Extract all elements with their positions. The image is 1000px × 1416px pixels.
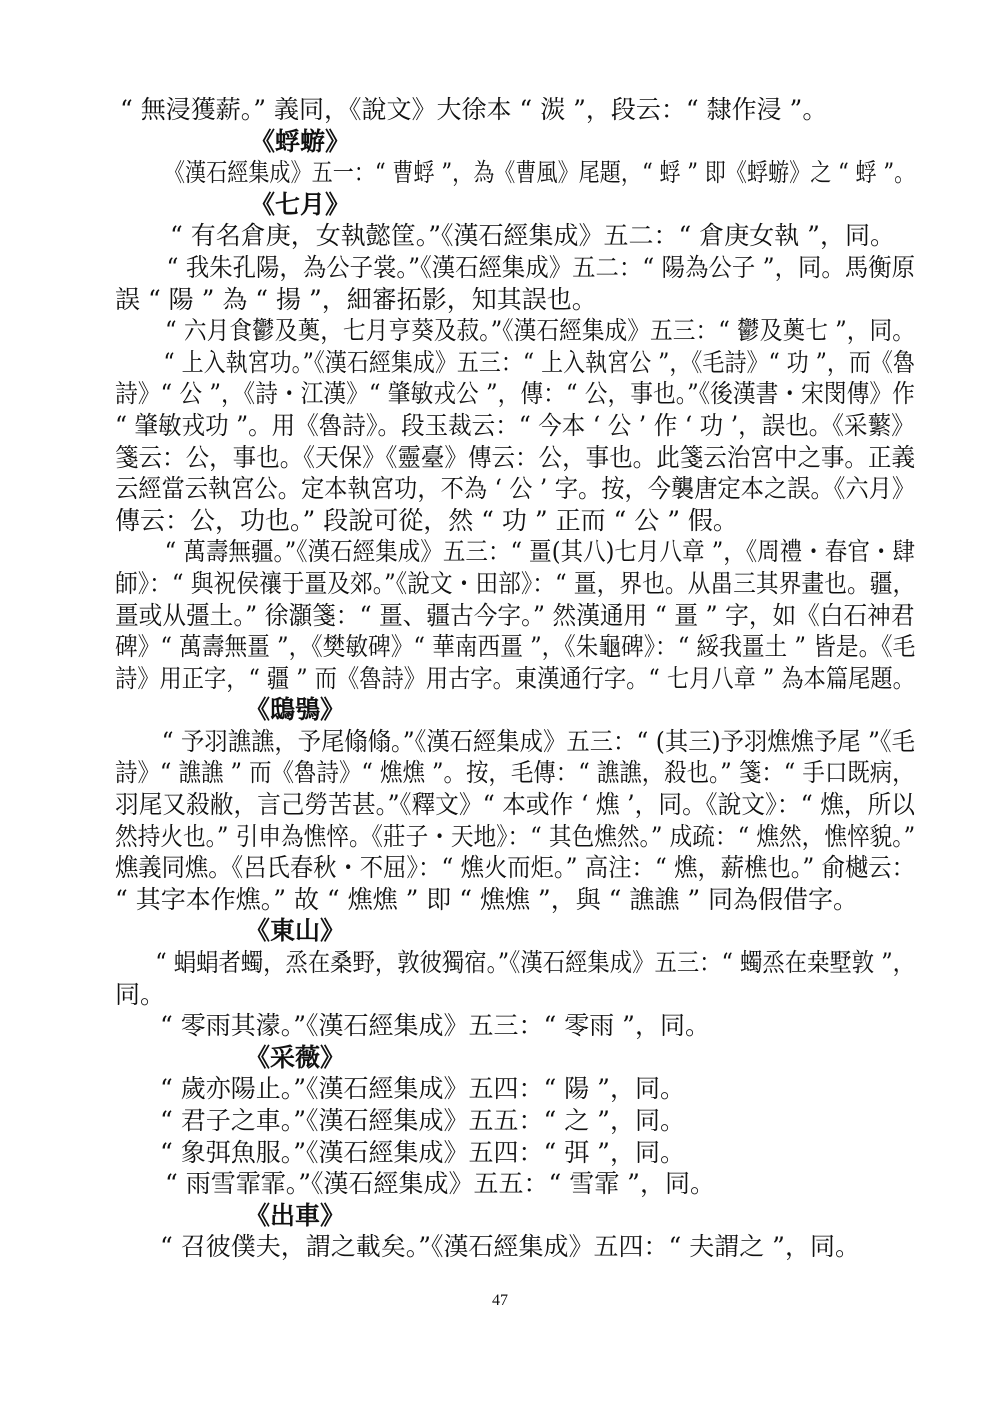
text-line: 《漢石經集成》五一：“ 曹蜉 ”，為《曹風》尾題，“ 蜉 ” 即《蜉蝣》之 “ 蜉 ”。 bbox=[163, 158, 916, 188]
text-line: “ 萬壽無疆。”《漢石經集成》五三：“ 畺(其八)七月八章 ”，《周禮・春官・肆 bbox=[164, 537, 915, 567]
section-heading: 《采薇》 bbox=[245, 1042, 346, 1072]
text-line: “ 有名倉庚，女執懿筐。”《漢石經集成》五二：“ 倉庚女執 ”，同。 bbox=[170, 221, 895, 251]
text-line: 燋義同燋。《呂氏春秋・不屈》：“ 燋火而炬。” 高注：“ 燋，薪樵也。” 俞樾云： bbox=[115, 853, 915, 883]
text-line: “ 我朱孔陽，為公子裳。”《漢石經集成》五二：“ 陽為公子 ”，同。馬衡原 bbox=[166, 252, 915, 282]
text-line: “ 君子之車。”《漢石經集成》五五：“ 之 ”，同。 bbox=[160, 1106, 685, 1135]
text-line: 碑》“ 萬壽無畺 ”，《樊敏碑》“ 華南西畺 ”，《朱龜碑》：“ 綏我畺土 ” 皆是。《毛 bbox=[115, 632, 916, 662]
text-line: “ 予羽譙譙，予尾翛翛。”《漢石經集成》五三：“ (其三)予羽燋燋予尾 ”《毛 bbox=[161, 726, 915, 756]
text-line: 畺或从彊土。” 徐灝箋：“ 畺、疆古今字。” 然漢通用 “ 畺 ” 字，如《白石神君 bbox=[115, 600, 915, 630]
section-heading: 《七月》 bbox=[250, 189, 351, 219]
body-text bbox=[115, 94, 915, 1263]
section-heading: 《出車》 bbox=[245, 1200, 346, 1230]
page-number: 47 bbox=[492, 1292, 508, 1309]
text-line: 詩》用正字，“ 疆 ” 而《魯詩》用古字。東漢通行字。“ 七月八章 ” 為本篇尾題。 bbox=[115, 663, 915, 693]
section-heading: 《鴟鴞》 bbox=[245, 695, 346, 725]
text-line: “ 肇敏戎功 ”。用《魯詩》。段玉裁云：“ 今本 ‘ 公 ’ 作 ‘ 功 ’，誤也。《采蘩》 bbox=[115, 410, 915, 440]
section-heading: 《蜉蝣》 bbox=[250, 126, 351, 156]
text-line: 傳云：公，功也。” 段說可從，然 “ 功 ” 正而 “ 公 ” 假。 bbox=[115, 505, 738, 535]
text-line: 師》：“ 與祝侯禳于畺及郊。”《說文・田部》：“ 畺，界也。从畕三其界畫也。疆， bbox=[115, 568, 916, 598]
text-line: 箋云：公，事也。《天保》《靈臺》傳云：公，事也。此箋云治宮中之事。正義 bbox=[115, 442, 916, 472]
text-line: “ 象弭魚服。”《漢石經集成》五四：“ 弭 ”，同。 bbox=[160, 1137, 685, 1167]
text-line: “ 歲亦陽止。”《漢石經集成》五四：“ 陽 ”，同。 bbox=[160, 1074, 685, 1104]
text-line: “ 無浸獲薪。” 義同，《說文》大徐本 “ 湠 ”，段云：“ 隸作浸 ”。 bbox=[120, 95, 828, 124]
text-line: “ 召彼僕夫，謂之載矣。”《漢石經集成》五四：“ 夫謂之 ”，同。 bbox=[160, 1232, 860, 1262]
text-line: “ 上入執宮功。”《漢石經集成》五三：“ 上入執宮公 ”，《毛詩》“ 功 ”，而《魯 bbox=[163, 347, 915, 377]
text-line: 詩》“ 公 ”，《詩・江漢》“ 肇敏戎公 ”，傳：“ 公，事也。”《後漢書・宋閔傳》作 bbox=[115, 379, 915, 409]
text-line: “ 其字本作燋。” 故 “ 燋燋 ” 即 “ 燋燋 ”，與 “ 譙譙 ” 同為假借字。 bbox=[115, 884, 859, 914]
text-line: 然持火也。” 引申為憔悴。《莊子・天地》：“ 其色燋然。” 成疏：“ 燋然，憔悴貌。” bbox=[115, 821, 916, 851]
text-line: “ 零雨其濛。”《漢石經集成》五三：“ 零雨 ”，同。 bbox=[160, 1011, 710, 1041]
text-line: “ 雨雪霏霏。”《漢石經集成》五五：“ 雪霏 ”，同。 bbox=[165, 1169, 715, 1199]
section-heading: 《東山》 bbox=[245, 916, 346, 946]
text-line: 云經當云執宮公。定本執宮功，不為 ‘ 公 ’ 字。按，今襲唐定本之誤。《六月》 bbox=[115, 474, 916, 504]
text-line: 誤 “ 陽 ” 為 “ 揚 ”，細審拓影，知其誤也。 bbox=[115, 284, 597, 314]
text-line: “ 六月食鬱及薁，七月亨葵及菽。”《漢石經集成》五三：“ 鬱及薁七 ”，同。 bbox=[165, 316, 915, 346]
text-line: 羽尾又殺敝，言己勞苦甚。”《釋文》“ 本或作 ‘ 燋 ’，同。《說文》：“ 燋，所以 bbox=[115, 790, 916, 820]
text-line: 詩》“ 譙譙 ” 而《魯詩》“ 燋燋 ”。按，毛傳：“ 譙譙，殺也。” 箋：“ 手口既病， bbox=[115, 758, 915, 788]
text-line: 同。 bbox=[115, 979, 166, 1009]
text-line: “ 蜎蜎者蠋，烝在桑野，敦彼獨宿。”《漢石經集成》五三：“ 蠋烝在桒墅敦 ”， bbox=[155, 948, 916, 978]
